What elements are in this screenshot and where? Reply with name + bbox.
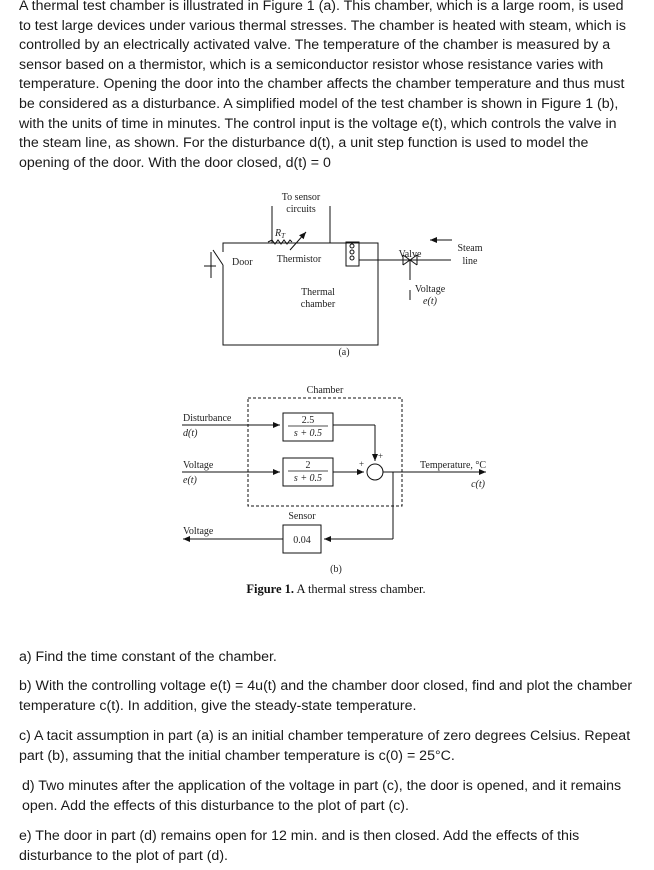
figure-part-a-labels (232, 192, 483, 358)
door-label: Door (232, 257, 253, 268)
question-a: a) Find the time constant of the chamber. (19, 649, 277, 665)
valve-label: Valve (398, 249, 422, 260)
tf2-denominator: s + 0.5 (293, 473, 323, 484)
figure-part-b-labels (183, 385, 486, 575)
question-b: b) With the controlling voltage e(t) = 4u(t) and the chamber door closed, find and plot the chamber temperature c(t). In addition, give the steady-state temperature. (19, 678, 633, 714)
tf1-numerator: 2.5 (301, 415, 315, 426)
question-d: d) Two minutes after the application of the voltage in part (c), the door is opened, and it remains open. Add the effects of this disturbance to the plot of part (c). (22, 778, 622, 814)
to-sensor-label: To sensor (281, 192, 321, 203)
voltage-label: Voltage (414, 284, 446, 295)
thermal-label: Thermal (301, 287, 335, 298)
valve-voltage-label: e(t) (423, 296, 437, 307)
chamber-label: chamber (300, 299, 336, 310)
disturbance-symbol: d(t) (183, 428, 198, 439)
sum-sign-left: + (359, 459, 365, 469)
question-e: e) The door in part (d) remains open for 12 min. and is then closed. Add the effects of this disturbance to the plot of part (d). (19, 828, 580, 864)
summing-junction (367, 464, 383, 480)
sensor-title: Sensor (288, 511, 316, 522)
tf1-denominator: s + 0.5 (293, 428, 323, 439)
question-c: c) A tacit assumption in part (a) is an initial chamber temperature of zero degrees Celsius. Repeat part (b), assuming that the initial chamber temperature is c(0) = 25°C. (19, 728, 631, 764)
part-a-label: (a) (338, 347, 350, 358)
chamber-title: Chamber (306, 385, 344, 396)
door-icon (213, 250, 223, 265)
figure-part-a (204, 206, 452, 345)
sensor-gain: 0.04 (293, 535, 311, 546)
voltage-input-symbol: e(t) (183, 475, 197, 486)
output-symbol: c(t) (471, 479, 485, 490)
sensor-voltage-label: Voltage (183, 526, 214, 537)
line-label: line (462, 256, 478, 267)
tf2-numerator: 2 (305, 460, 311, 471)
temperature-label: Temperature, °C (420, 460, 487, 471)
disturbance-label: Disturbance (183, 413, 232, 424)
thermistor-label: Thermistor (276, 254, 322, 265)
steam-label: Steam (457, 243, 483, 254)
voltage-input-label: Voltage (183, 460, 214, 471)
circuits-label: circuits (286, 204, 316, 215)
figure-caption: Figure 1. A thermal stress chamber. (246, 582, 426, 596)
part-b-label: (b) (330, 564, 342, 575)
sum-sign-top: + (378, 451, 384, 461)
rt-label: $R_T$ (275, 228, 286, 240)
problem-statement: A thermal test chamber is illustrated in Figure 1 (a). This chamber, which is a large room, is used to test large devices under various thermal stresses. The chamber is heated with steam, which is controlled by an electrically activated valve. The temperature of the chamber is measured by a sensor based on a thermistor, which is a semiconductor resistor whose resistance varies with temperature. Opening the door into the chamber affects the chamber temperature and thus must be considered as a disturbance. A simplified model of the test chamber is shown in Figure 1 (b), with the units of time in minutes. The control input is the voltage e(t), which controls the valve in the steam line, as shown. For the disturbance d(t), a unit step function is used to model the opening of the door. With the door closed, d(t) = 0 (19, 0, 626, 171)
